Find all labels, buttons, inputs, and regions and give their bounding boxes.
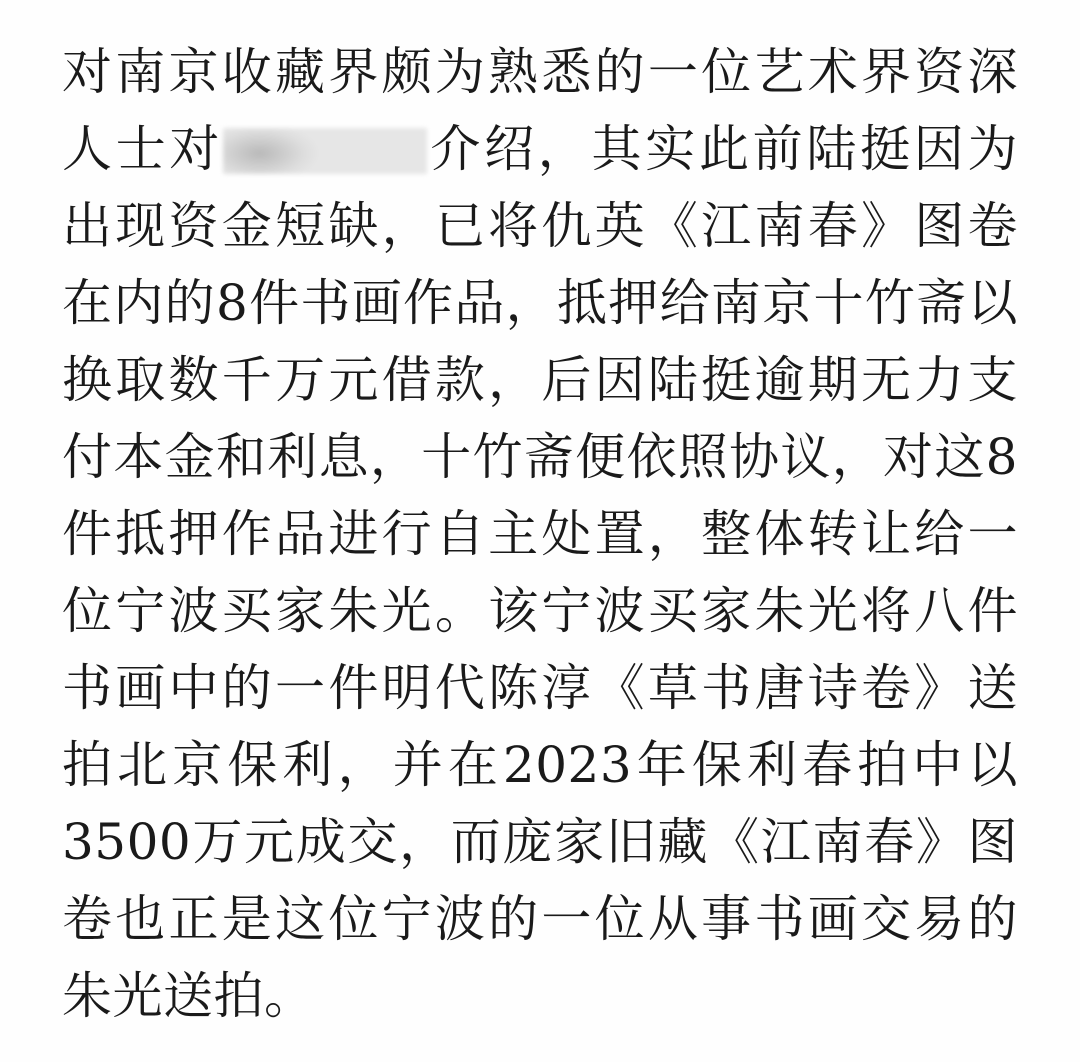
article-paragraph bbox=[62, 34, 1018, 1035]
redacted-name-block bbox=[223, 128, 427, 174]
paragraph-segment-after-redaction: 介绍，其实此前陆挺因为出现资金短缺，已将仇英《江南春》图卷在内的8件书画作品，抵押给南京十竹斋以换取数千万元借款，后因陆挺逾期无力支付本金和利息，十竹斋便依照协议，对这8件抵押作品进行自主处置，整体转让给一位宁波买家朱光。该宁波买家朱光将八件书画中的一件明代陈淳《草书唐诗卷》送拍北京保利，并在2023年保利春拍中以3500万元成交，而庞家旧藏《江南春》图卷也正是这位宁波的一位从事书画交易的朱光送拍。 bbox=[62, 120, 1019, 1025]
paragraph-segment-before-redaction: 对南京收藏界颇为熟悉的一位艺术界资深人士对 bbox=[62, 43, 1018, 178]
